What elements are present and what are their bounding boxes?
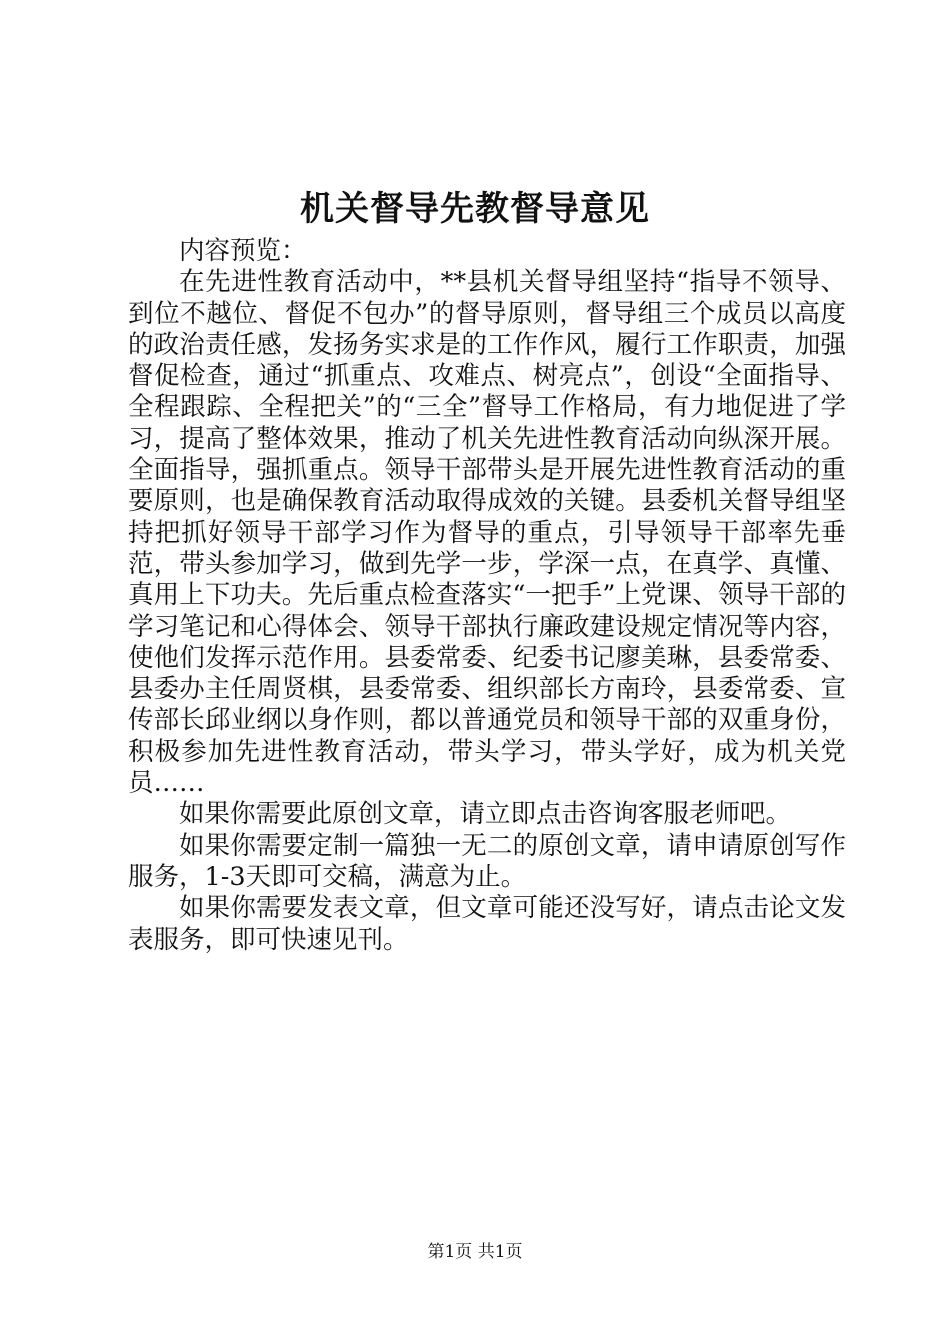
document-content xyxy=(128,236,846,956)
page-footer: 第1页 共1页 xyxy=(427,1242,523,1262)
notice-custom-writing: 如果你需要定制一篇独一无二的原创文章，请申请原创写作服务，1-3天即可交稿，满意为止。 xyxy=(128,830,846,892)
document-title: 机关督导先教督导意见 xyxy=(300,189,650,229)
preview-label: 内容预览： xyxy=(179,236,307,266)
notice-publication-service: 如果你需要发表文章，但文章可能还没写好，请点击论文发表服务，即可快速见刊。 xyxy=(128,893,846,955)
body-paragraph: 在先进性教育活动中，**县机关督导组坚持“指导不领导、到位不越位、督促不包办”的督导原则，督导组三个成员以高度的政治责任感，发扬务实求是的工作作风，履行工作职责，加强督促检查，通过“抓重点、攻难点、树亮点”，创设“全面指导、全程跟踪、全程把关”的“三全”督导工作格局，有力地促进了学习，提高了整体效果，推动了机关先进性教育活动向纵深开展。全面指导，强抓重点。领导干部带头是开展先进性教育活动的重要原则，也是确保教育活动取得成效的关键。县委机关督导组坚持把抓好领导干部学习作为督导的重点，引导领导干部率先垂范，带头参加学习，做到先学一步，学深一点，在真学、真懂、真用上下功夫。先后重点检查落实“一把手”上党课、领导干部的学习笔记和心得体会、领导干部执行廉政建设规定情况等内容，使他们发挥示范作用。县委常委、纪委书记廖美琳，县委常委、县委办主任周贤棋，县委常委、组织部长方南玲，县委常委、宣传部长邱业纲以身作则，都以普通党员和领导干部的双重身份，积极参加先进性教育活动，带头学习，带头学好，成为机关党员…… xyxy=(128,267,846,799)
notice-original-article: 如果你需要此原创文章，请立即点击咨询客服老师吧。 xyxy=(179,799,792,830)
